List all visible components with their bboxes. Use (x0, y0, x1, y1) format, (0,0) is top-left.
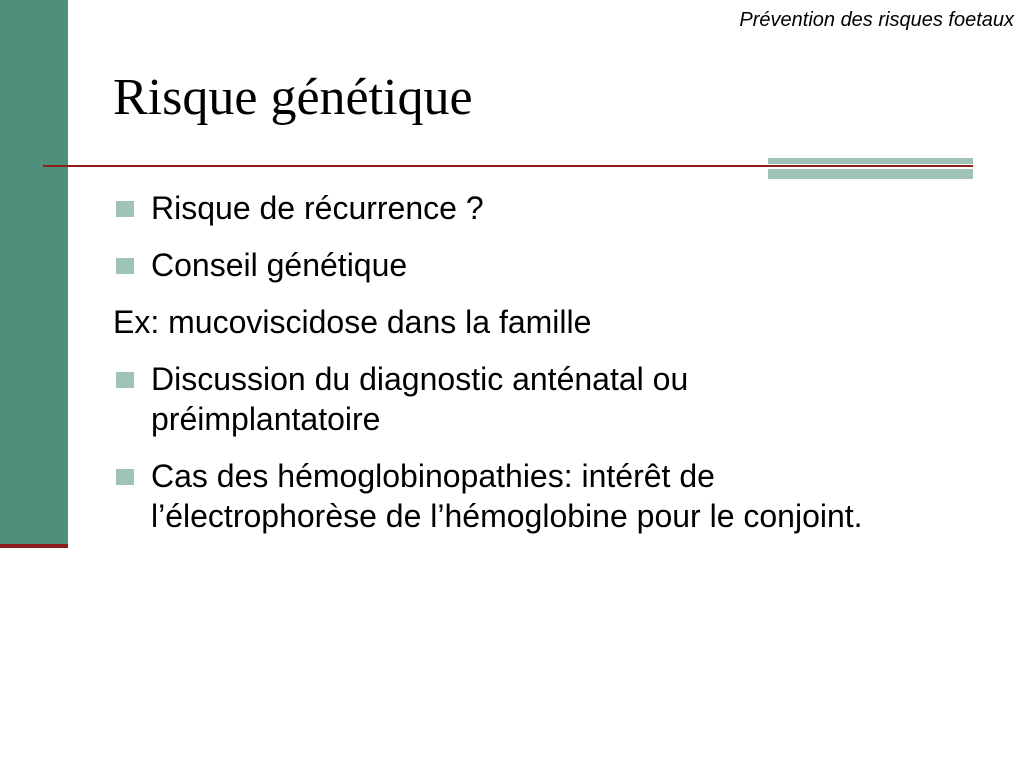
bullet-item (113, 456, 913, 536)
slide-header: Prévention des risques foetaux (739, 9, 1014, 31)
accent-bar-bottom (768, 169, 973, 179)
bullet-item (113, 245, 913, 285)
square-bullet-icon (116, 201, 134, 217)
accent-bar-top (768, 158, 973, 164)
bullet-item (113, 359, 913, 439)
square-bullet-icon (116, 258, 134, 274)
bullet-text: Discussion du diagnostic anténatal ou préimplantatoire (151, 361, 689, 437)
square-bullet-icon (116, 372, 134, 388)
slide-title: Risque génétique (113, 69, 473, 126)
square-bullet-icon (116, 469, 134, 485)
bullet-text: Conseil génétique (151, 247, 408, 283)
plain-text: Ex: mucoviscidose dans la famille (113, 304, 592, 340)
accent-bars (768, 158, 973, 180)
bullet-text: Cas des hémoglobinopathies: intérêt de l’électrophorèse de l’hémoglobine pour le conjoint. (151, 458, 863, 534)
left-decorative-band (0, 0, 68, 545)
left-band-rule (0, 544, 68, 548)
bullet-text: Risque de récurrence ? (151, 190, 484, 226)
bullet-item (113, 188, 913, 228)
slide-content (113, 188, 913, 553)
plain-text-item (113, 302, 913, 342)
